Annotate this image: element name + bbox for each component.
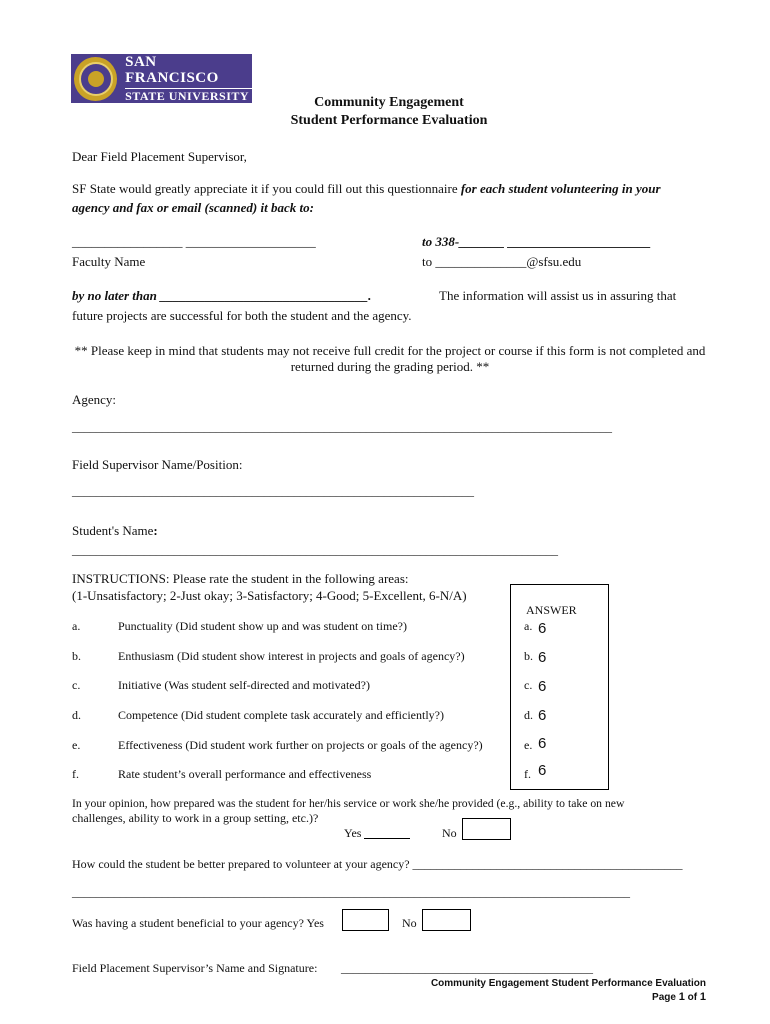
answer-letter-b: b. (524, 649, 533, 663)
prepared-question-2: challenges, ability to work in a group setting, etc.)? (72, 811, 319, 825)
prepared-yes-box[interactable] (364, 818, 410, 839)
intro-line-2: agency and fax or email (scanned) it back to: (72, 200, 314, 215)
item-text-a: Punctuality (Did student show up and was student on time?) (118, 619, 407, 633)
instructions-line-1: INSTRUCTIONS: Please rate the student in the following areas: (72, 571, 409, 586)
intro-bold-1: for each student volunteering in your (460, 181, 661, 196)
prepared-no-box[interactable] (462, 818, 511, 840)
beneficial-question: Was having a student beneficial to your agency? Yes (72, 916, 324, 930)
answer-letter-e: e. (524, 738, 533, 752)
prepared-yes-label: Yes (344, 826, 362, 840)
fax-number-line: to 338-_______ ______________________ (422, 234, 651, 249)
faculty-name-label: Faculty Name (72, 254, 146, 269)
agency-label: Agency: (72, 392, 117, 407)
item-letter-e: e. (72, 738, 81, 752)
prepared-question-1: In your opinion, how prepared was the student for her/his service or work she/he provided (e.g., ability to take on new (72, 797, 625, 810)
answer-value-d[interactable]: 6 (538, 707, 547, 724)
intro-plain: SF State would greatly appreciate it if you could fill out this questionnaire (72, 181, 461, 196)
instructions-line-2: (1-Unsatisfactory; 2-Just okay; 3-Satisfactory; 4-Good; 5-Excellent, 6-N/A) (72, 588, 467, 603)
prepared-no-label: No (442, 826, 457, 840)
footer-title: Community Engagement Student Performance Evaluation (430, 978, 706, 989)
deadline-text-1: The information will assist us in assuring that (439, 288, 677, 303)
item-text-c: Initiative (Was student self-directed and motivated?) (118, 678, 370, 692)
deadline-line (72, 288, 371, 304)
notice: ** Please keep in mind that students may not receive full credit for the project or course if this form is not completed and returned during the grading period. ** (74, 343, 706, 374)
student-name-colon: : (153, 523, 158, 538)
signature-field[interactable]: __________________________________________ (341, 961, 593, 975)
item-letter-f: f. (72, 767, 79, 781)
deadline-bold: by no later than ________________________________. (72, 288, 372, 303)
footer-page (652, 991, 706, 1003)
salutation: Dear Field Placement Supervisor, (72, 149, 247, 164)
supervisor-label: Field Supervisor Name/Position: (72, 457, 243, 472)
item-text-f: Rate student’s overall performance and effectiveness (118, 767, 372, 781)
beneficial-no-box[interactable] (422, 909, 471, 931)
footer-of-word: of (687, 992, 698, 1003)
item-text-e: Effectiveness (Did student work further on projects or goals of the agency?) (118, 738, 483, 752)
student-name-label (72, 523, 158, 539)
better-prepared-field[interactable]: _____________________________________________________________________________________________ (72, 885, 630, 899)
item-letter-b: b. (72, 649, 81, 663)
title-line-1: Community Engagement (314, 95, 464, 110)
answer-value-c[interactable]: 6 (538, 678, 547, 695)
answer-letter-a: a. (524, 619, 533, 633)
answer-value-e[interactable]: 6 (538, 735, 547, 752)
answer-value-a[interactable]: 6 (538, 620, 547, 637)
logo-line-2: STATE UNIVERSITY (125, 88, 250, 103)
answer-letter-c: c. (524, 678, 533, 692)
footer-page-total: 1 (699, 991, 706, 1003)
item-text-d: Competence (Did student complete task accurately and efficiently?) (118, 708, 444, 722)
footer-page-word: Page (652, 992, 676, 1003)
student-name-field[interactable]: _________________________________________________________________________________ (72, 543, 558, 557)
faculty-name-line: _________________ ____________________ (72, 234, 316, 249)
answer-value-b[interactable]: 6 (538, 649, 547, 666)
signature-label: Field Placement Supervisor’s Name and Signature: (72, 961, 318, 975)
item-letter-d: d. (72, 708, 81, 722)
beneficial-yes-box[interactable] (342, 909, 389, 931)
title-line-2: Student Performance Evaluation (290, 113, 488, 128)
answer-value-f[interactable]: 6 (538, 762, 547, 779)
beneficial-no-label: No (402, 916, 417, 930)
footer-page-number: 1 (678, 991, 685, 1003)
agency-field[interactable]: __________________________________________________________________________________________ (72, 420, 612, 434)
student-name-label-text: Student's Name (72, 523, 154, 538)
item-text-b: Enthusiasm (Did student show interest in projects and goals of agency?) (118, 649, 465, 663)
email-line: to ______________@sfsu.edu (422, 254, 582, 269)
item-letter-a: a. (72, 619, 81, 633)
supervisor-field[interactable]: ___________________________________________________________________ (72, 484, 474, 498)
logo-line-1: SAN FRANCISCO (125, 54, 252, 89)
answer-letter-d: d. (524, 708, 533, 722)
university-seal-icon (74, 57, 117, 101)
answer-letter-f: f. (524, 767, 531, 781)
item-letter-c: c. (72, 678, 81, 692)
intro-line-1 (72, 181, 661, 197)
better-prepared-question: How could the student be better prepared to volunteer at your agency? _____________________________________________ (72, 857, 683, 871)
answer-header: ANSWER (526, 603, 577, 617)
deadline-text-2: future projects are successful for both the student and the agency. (72, 308, 412, 323)
